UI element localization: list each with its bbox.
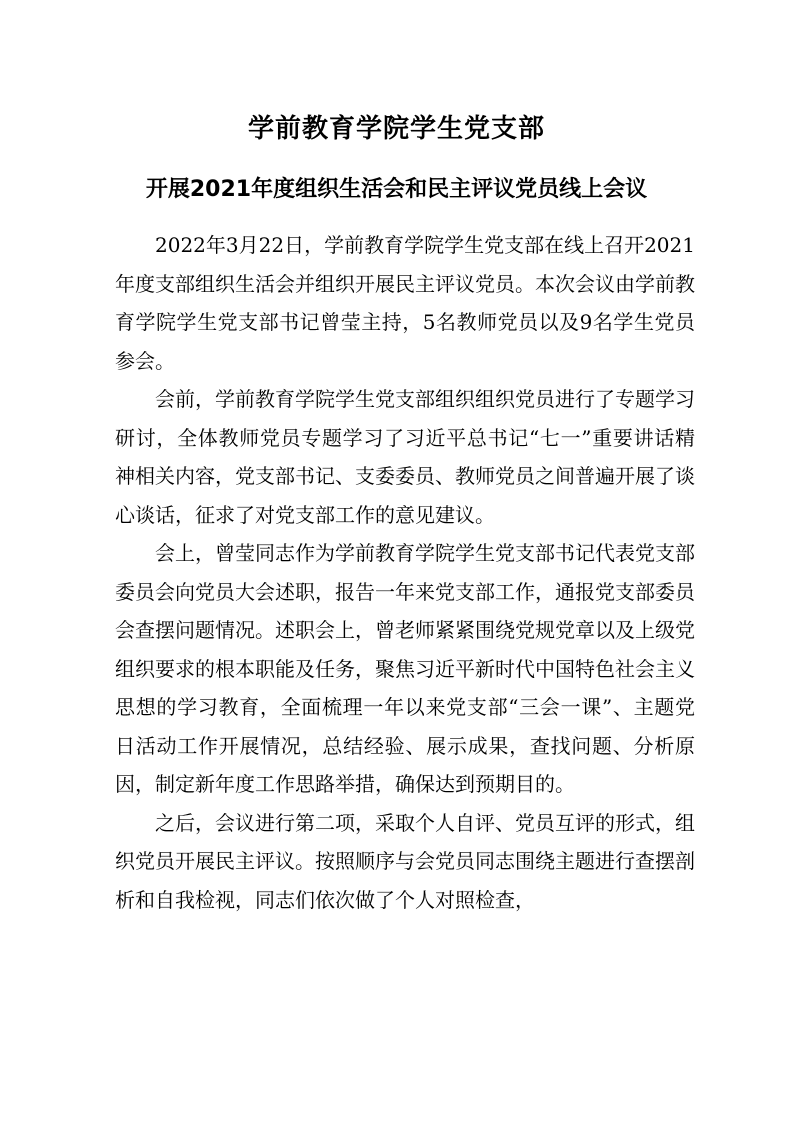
paragraph-3: 会上，曾莹同志作为学前教育学院学生党支部书记代表党支部委员会向党员大会述职，报告一年来党支部工作，通报党支部委员会查摆问题情况。述职会上，曾老师紧紧围绕党规党章以及上级党组织要求的根本职能及任务，聚焦习近平新时代中国特色社会主义思想的学习教育，全面梳理一年以来党支部“三会一课”、主题党日活动工作开展情况，总结经验、展示成果，查找问题、分析原因，制定新年度工作思路举措，确保达到预期目的。	[115, 541, 695, 796]
document-title: 学前教育学院学生党支部	[247, 114, 545, 144]
paragraph-4: 之后，会议进行第二项，采取个人自评、党员互评的形式，组织党员开展民主评议。按照顺序与会党员同志围绕主题进行查摆剖析和自我检视，同志们依次做了个人对照检查，	[115, 810, 695, 912]
document-subtitle: 开展2021年度组织生活会和民主评议党员线上会议	[145, 177, 648, 202]
paragraph-1: 2022年3月22日，学前教育学院学生党支部在线上召开2021年度支部组织生活会并组织开展民主评议党员。本次会议由学前教育学院学生党支部书记曾莹主持，5名教师党员以及9名学生党员参会。	[115, 233, 695, 373]
paragraph-2: 会前，学前教育学院学生党支部组织组织党员进行了专题学习研讨，全体教师党员专题学习了习近平总书记“七一”重要讲话精神相关内容，党支部书记、支委委员、教师党员之间普遍开展了谈心谈话，征求了对党支部工作的意见建议。	[115, 387, 695, 527]
document-body	[115, 226, 695, 919]
